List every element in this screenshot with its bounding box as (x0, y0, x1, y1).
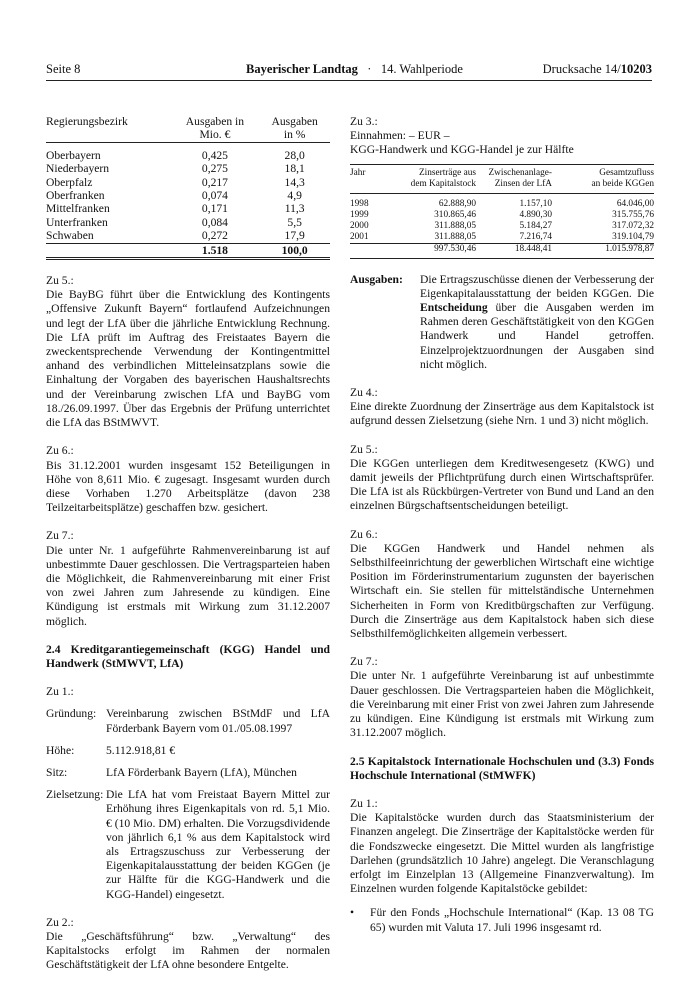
zu3-line1: Einnahmen: – EUR – (350, 129, 450, 143)
zu6-text: Bis 31.12.2001 wurden insgesamt 152 Beteiligungen in Höhe von 8,611 Mio. € zugesagt. Insgesamt wurden durch diese Vorhaben 1.270 Arbeitsplätze (davon 238 Teilzeitarbeitsplätze) geschaffen bzw. gesichert. (46, 458, 330, 515)
zu4-text: Eine direkte Zuordnung der Zinserträge aus dem Kapitalstock ist aufgrund dessen Zielsetzung (siehe Nrn. 1 und 3) nicht möglich. (350, 400, 654, 428)
zu3-title: Zu 3.: (350, 115, 378, 128)
table-row: 1998 62.888,90 1.157,10 64.046,00 (350, 198, 654, 209)
zu1-title: Zu 1.: (46, 685, 74, 699)
table-row: 2000 311.888,05 5.184,27 317.072,32 (350, 220, 654, 231)
zu6-text: Die KGGen Handwerk und Handel nehmen als Selbsthilfeeinrichtung der gewerblichen Wirtschaft eine wichtige Position im Förderinstrumentarium zugunsten der bayerischen Wirtschaft ein. Sie stellen für mittelständische Unternehmen Sicherheiten in Form von Kreditbürgschaften zur Verfügung. Durch die Zinserträge aus dem Kapitalstock haben sich diese Selbsthilfemöglichkeiten allgemein verbessert. (350, 541, 654, 641)
zu3-line2: KGG-Handwerk und KGG-Handel je zur Hälfte (350, 143, 574, 157)
zu6-title: Zu 6.: (46, 444, 74, 458)
zu7-title: Zu 7.: (350, 655, 378, 669)
ausgaben-row: Ausgaben: Die Ertragszuschüsse dienen der Verbesserung der Eigenkapitalausstattung der beiden KGGen. Die Entscheidung über die Ausgaben werden im Rahmen deren Geschäftstätigkeit von den KGGen Handwerk und Handel getroffen. Einzelprojektzuordnungen der Ausgaben sind nicht möglich. (350, 272, 654, 371)
table-total-row: 997.530,46 18.448,41 1.015.978,87 (350, 243, 654, 255)
page-number: Seite 8 (46, 62, 81, 76)
period: 14. Wahlperiode (380, 62, 463, 76)
table-row: 1999 310.865,46 4.890,30 315.755,76 (350, 209, 654, 220)
section-2-4-title: 2.4 Kreditgarantiegemeinschaft (KGG) Handel und Handwerk (StMWVT, LfA) (46, 642, 330, 670)
zielsetzung-row: Zielsetzung: Die LfA hat vom Freistaat Bayern Mittel zur Erhöhung ihres Eigenkapitals von rd. 5,1 Mio. € (10 Mio. DM) erhalten. Die Vorzugsdividende von jährlich 6,1 % aus dem Kapitalstock wird als Ertragszuschuss zur Verbesserung der Eigenkapitalausstattung der beiden KGGen (je zur Hälfte für die KGG-Handwerk und die KGG-Handel) eingesetzt. (46, 788, 330, 901)
zu5-text: Die BayBG führt über die Entwicklung des Kontingents „Offensive Zukunft Bayern“ fortlaufend Aufzeichnungen und legt der LfA über die jährliche Entwicklung Rechnung. Die LfA prüft im Auftrag des Freistaates Bayern die zweckentsprechende Verwendung der Kontingentmittel anhand des verbindlichen Mitteleinsatzplans sowie die Einhaltung der Vorgaben des bayerischen Haushaltsrechts und der Vereinbarung zwischen LfA und BayBG vom 18./26.09.1997. Über das Ergebnis der Prüfung unterrichtet die LfA das BStMWVT. (46, 288, 330, 430)
table-row: Oberbayern 0,425 28,0 (46, 148, 305, 162)
table-row: Niederbayern 0,275 18,1 (46, 162, 305, 176)
table-row: 2001 311.888,05 7.216,74 319.104,79 (350, 231, 654, 242)
zu5-title: Zu 5.: (350, 442, 378, 456)
header-center (246, 62, 463, 77)
table-row: Oberfranken 0,074 4,9 (46, 189, 302, 203)
zu7-text: Die unter Nr. 1 aufgeführte Vereinbarung ist auf unbestimmte Dauer geschlossen. Die Vertragsparteien haben die Möglichkeit, die Vereinbarung mit einer Frist von zwei Jahren zum Jahresende zu kündigen. Eine Kündigung ist erstmals mit Wirkung zum 31.12.2007 möglich. (350, 669, 654, 740)
header-separator: · (367, 62, 372, 76)
table-total-row: 1.518 100,0 (46, 243, 330, 258)
zu7-title: Zu 7.: (46, 529, 74, 543)
document-number: Drucksache 14/10203 (542, 62, 652, 76)
section-2-5-title: 2.5 Kapitalstock Internationale Hochschulen und (3.3) Fonds Hochschule International (StMWFK) (350, 754, 654, 782)
zu2-title: Zu 2.: (46, 915, 74, 929)
zu6-title: Zu 6.: (350, 527, 378, 541)
gruendung-row: Gründung: Vereinbarung zwischen BStMdF und LfA Förderbank Bayern vom 01./05.08.1997 (46, 707, 330, 735)
table-header-row: Jahr Zinserträge aus dem Kapitalstock Zwischenanlage- Zinsen der LfA Gesamtzufluss an beide KGGen (350, 164, 654, 193)
zu1-text: Die Kapitalstöcke wurden durch das Staatsministerium der Finanzen angelegt. Die Zinserträge der Kapitalstöcke werden für die Fondszwecke eingesetzt. Die Mittel wurden als langfristige Darlehen (grundsätzlich 10 Jahre) angelegt. Die Veranschlagung erfolgt im Einzelplan 13 (Allgemeine Finanzverwaltung). Im Einzelnen wurden folgende Kapitalstöcke gebildet: (350, 811, 654, 896)
hoehe-row: Höhe: 5.112.918,81 € (46, 743, 176, 757)
table-row: Mittelfranken 0,171 11,3 (46, 202, 305, 216)
table-row: Oberpfalz 0,217 14,3 (46, 175, 305, 189)
zu4-title: Zu 4.: (350, 386, 378, 400)
table-row: Schwaben 0,272 17,9 (46, 229, 305, 243)
right-column (350, 115, 654, 935)
left-column (46, 115, 330, 973)
zu2-text: Die „Geschäftsführung“ bzw. „Verwaltung“ des Kapitalstocks erfolgt im Rahmen der normalen Geschäftstätigkeit der LfA ohne besondere Entgelte. (46, 929, 330, 972)
zu1-title: Zu 1.: (350, 796, 378, 810)
region-table (46, 115, 330, 260)
page-header (46, 62, 652, 81)
zu5-title: Zu 5.: (46, 274, 74, 288)
list-item: • Für den Fonds „Hochschule International“ (Kap. 13 08 TG 65) wurden mit Valuta 17. Juli 1996 insgesamt rd. (350, 906, 654, 934)
zu7-text: Die unter Nr. 1 aufgeführte Rahmenvereinbarung ist auf unbestimmte Dauer geschlossen. Die Vertragsparteien haben die Möglichkeit, die Rahmenvereinbarung mit einer Frist von zwei Jahren zum Jahresende zu kündigen. Eine Kündigung ist erstmals mit Wirkung zum 31.12.2007 möglich. (46, 543, 330, 628)
sitz-row: Sitz: LfA Förderbank Bayern (LfA), München (46, 765, 297, 779)
income-table (350, 164, 654, 259)
table-row: Unterfranken 0,084 5,5 (46, 215, 302, 229)
zu5-text: Die KGGen unterliegen dem Kreditwesengesetz (KWG) und damit jeweils der Pflichtprüfung durch einen Wirtschaftsprüfer. Die LfA ist als Rückbürgen-Vertreter von Bund und Land an den einzelnen Bürgschaftsentscheidungen beteiligt. (350, 456, 654, 513)
parliament-name: Bayerischer Landtag (246, 62, 358, 76)
table-header-row: Regierungsbezirk Ausgaben in Mio. € Ausgaben in % (46, 115, 330, 142)
bullet-icon: • (350, 906, 355, 920)
